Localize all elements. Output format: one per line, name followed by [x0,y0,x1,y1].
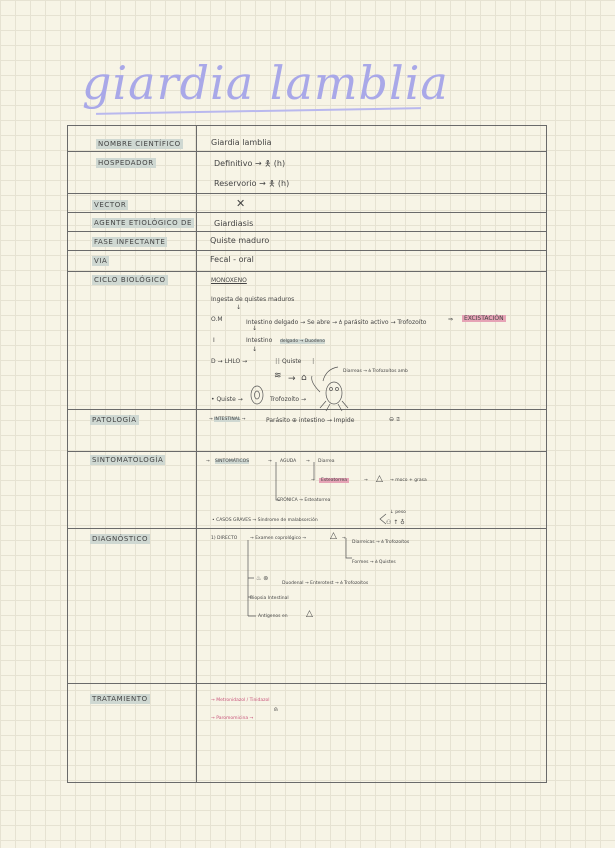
stool-icon: △ [306,609,313,619]
label-patologia: PATOLOGÍA [92,416,137,424]
value-nombre: Giardia lamblia [211,138,272,147]
sintoma-diarrea: Diarrea [318,459,335,464]
diag-duodenal: Duodenal → Enterotest → 🝅 Trofozoítos [282,581,369,586]
diag-branch-ticks [248,578,256,616]
ciclo-ingesta: Ingesta de quistes maduros [211,296,295,303]
arrow-down-icon: ↓ [252,346,258,353]
ciclo-d: D → LHLO → [211,358,248,365]
ciclo-quiste: Quiste [282,358,302,365]
sintoma-aguda: AGUDA [280,459,297,464]
value-via: Fecal - oral [210,255,254,264]
label-tratamiento: TRATAMIENTO [92,695,148,703]
value-fase: Quiste maduro [210,236,270,245]
value-vector: ✕ [236,197,246,210]
diag-directo: 1) DIRECTO [211,536,238,541]
arrow-right-icon: → [268,459,272,464]
stool-icon: △ [330,531,337,541]
label-nombre: NOMBRE CIENTÍFICO [98,140,181,148]
value-reservorio: Reservorio → 🯅 (h) [214,179,290,188]
cyst-small-icon: ⁝⁝ [275,357,281,366]
diag-examen: → Examen coprológico → [250,536,307,541]
microscope-icon: ♨ ⊚ [256,575,269,582]
ciclo-i: I [213,337,215,344]
label-vector: VECTOR [94,201,127,209]
arrow-right-icon: → [311,478,315,483]
intestine-icon: ≋ [274,371,282,381]
ciclo-excistacion: EXCISTACIÓN [464,315,504,322]
page-title: giardia lamblia [82,56,449,110]
ciclo-intestino: Intestino [246,337,273,344]
ciclo-om-flow: Intestino delgado → Se abre → 🝅 parásito activo → Trofozoíto [246,319,427,326]
arrow-down-icon: ↓ [236,304,242,311]
label-hospedador: HOSPEDADOR [98,159,154,167]
arrow-right-icon: → [288,374,296,384]
label-agente: AGENTE ETIOLÓGICO DE [94,219,193,227]
diag-biopsia: Biopsia Intestinal [250,596,289,601]
value-definitivo: Definitivo → 🯅 (h) [214,159,286,168]
diag-brackets [68,126,546,782]
absorption-icon: ⊖ 𝔖 [389,416,401,423]
label-diagnostico: DIAGNÓSTICO [92,535,149,543]
label-ciclo: CICLO BIOLÓGICO [94,276,166,284]
trat-metronidazol: → Metronidazol / Tinidazol [211,698,270,703]
arrow-right-icon: ⇒ [448,316,454,323]
arrow-right-icon: → [206,459,210,464]
sintoma-casos: • CASOS GRAVES → Síndrome de malabsorción [212,518,318,523]
arrow-right-icon: → [342,536,346,541]
arrow-right-icon: → [364,478,368,483]
sintoma-esteatorrea: Esteatorrea [321,478,348,483]
summary-table [67,125,547,783]
arrow-right-icon: → [306,459,310,464]
ciclo-intestino-small: delgado → Duodeno [280,339,326,344]
cyst-small-icon: ⁝ [312,357,315,366]
trat-paromomicina: → Paromomicina → [211,716,254,721]
label-fase: FASE INFECTANTE [94,238,166,246]
patologia-intestinal: → INTESTINAL → [209,417,246,422]
arrow-down-icon: ↓ [252,325,258,332]
diag-antigenos: Antígenos en [258,614,288,619]
stool-icon: △ [376,474,383,484]
value-agente: Giardiasis [214,219,254,228]
ciclo-quiste-bottom: • Quiste → [211,396,243,403]
person-icon: ⚇ ↑ ♁ [386,519,405,526]
sintoma-cronica: CRÓNICA → Esteatorrea [277,498,331,503]
diag-formes: Formes → 🝅 Quistes [352,560,396,565]
sintoma-sintomaticos: SINTOMÁTICOS [215,459,250,464]
ciclo-trofozoito-bottom: Trofozoíto → [270,396,307,403]
label-via: VIA [94,257,108,265]
diag-branch-line [346,538,352,558]
diag-diarreicas: Diarreicas → 🝅 Trofozoítos [352,540,410,545]
ciclo-om: O.M [211,316,223,323]
label-sintomatologia: SINTOMATOLOGÍA [92,456,164,464]
sintoma-peso: ↓ peso [390,510,406,515]
patologia-flow: Parásito ⊕ intestino → Impide [266,417,355,424]
stool-icon: ⌂ [301,373,307,383]
ciclo-diarreas: Diarreas → 🝅 Trofozoítos amb [343,369,408,374]
pregnant-icon: ⍝ [274,706,278,713]
ciclo-header: MONOXENO [211,277,247,284]
sintoma-moco: → moco + grasa [390,478,427,483]
